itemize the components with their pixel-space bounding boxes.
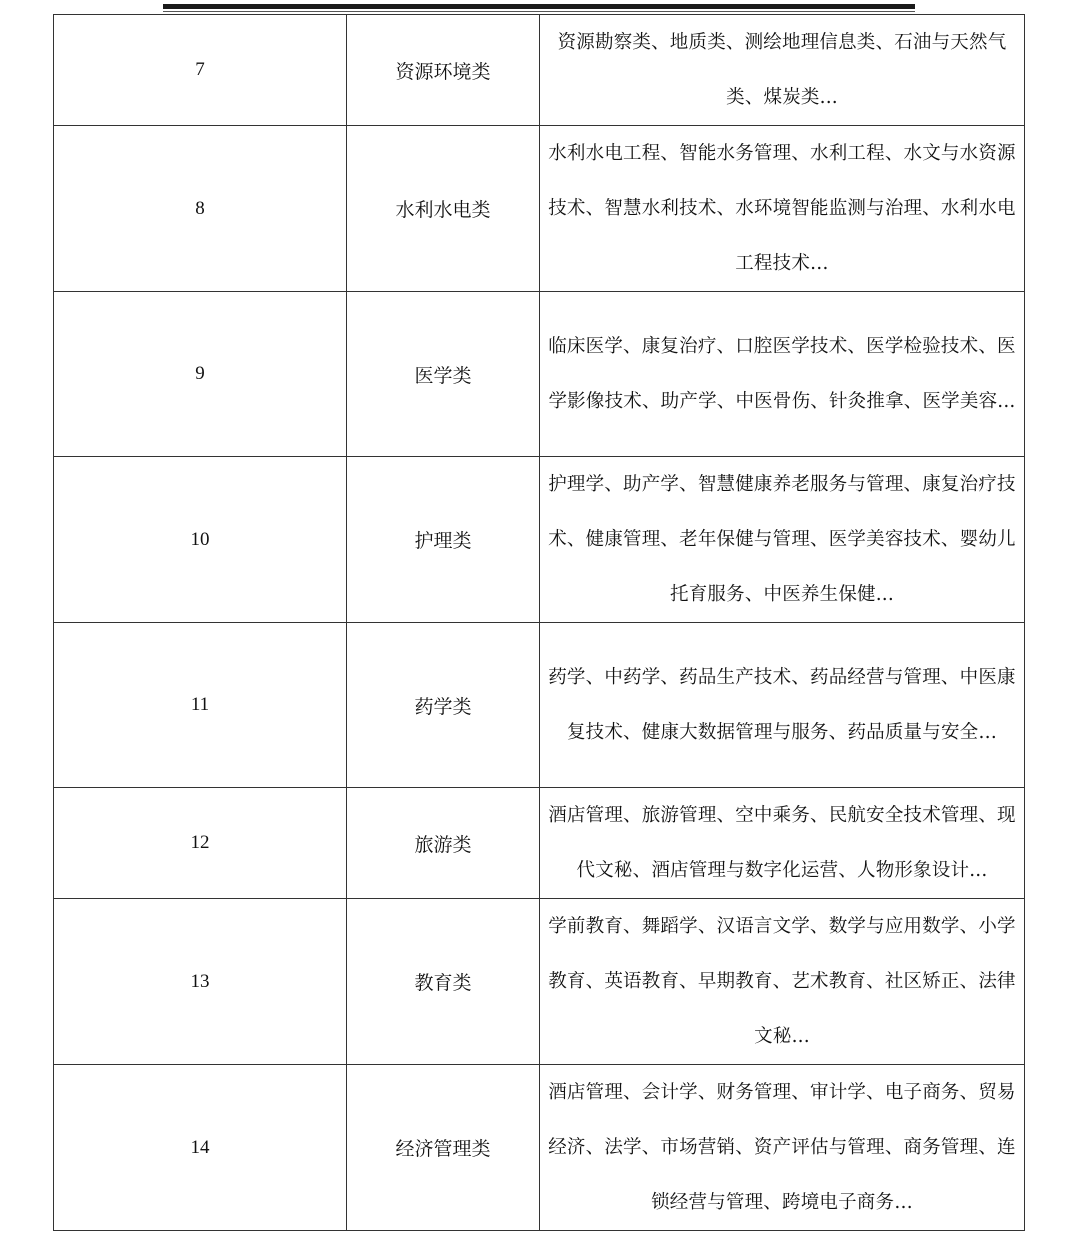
majors-table [53,14,1025,1231]
majors-list: 水利水电工程、智能水务管理、水利工程、水文与水资源技术、智慧水利技术、水环境智能监测与治理、水利水电工程技术… [540,126,1025,292]
category-name: 资源环境类 [347,15,540,126]
category-name: 药学类 [347,623,540,788]
majors-list: 资源勘察类、地质类、测绘地理信息类、石油与天然气类、煤炭类... [540,15,1025,126]
table-row [54,292,1025,457]
table-row [54,15,1025,126]
majors-list: 临床医学、康复治疗、口腔医学技术、医学检验技术、医学影像技术、助产学、中医骨伤、针灸推拿、医学美容... [540,292,1025,457]
table-row [54,788,1025,899]
table-row [54,1065,1025,1231]
top-border-rule [163,4,915,9]
category-name: 经济管理类 [347,1065,540,1231]
table-row [54,623,1025,788]
row-number: 11 [54,623,347,788]
row-number: 12 [54,788,347,899]
category-name: 护理类 [347,457,540,623]
table-row [54,899,1025,1065]
category-name: 旅游类 [347,788,540,899]
row-number: 14 [54,1065,347,1231]
table-row [54,126,1025,292]
category-name: 教育类 [347,899,540,1065]
row-number: 8 [54,126,347,292]
row-number: 10 [54,457,347,623]
majors-list: 学前教育、舞蹈学、汉语言文学、数学与应用数学、小学教育、英语教育、早期教育、艺术教育、社区矫正、法律文秘... [540,899,1025,1065]
majors-list: 酒店管理、会计学、财务管理、审计学、电子商务、贸易经济、法学、市场营销、资产评估与管理、商务管理、连锁经营与管理、跨境电子商务… [540,1065,1025,1231]
category-name: 医学类 [347,292,540,457]
majors-list: 酒店管理、旅游管理、空中乘务、民航安全技术管理、现代文秘、酒店管理与数字化运营、人物形象设计... [540,788,1025,899]
table-row [54,457,1025,623]
row-number: 9 [54,292,347,457]
majors-list: 药学、中药学、药品生产技术、药品经营与管理、中医康复技术、健康大数据管理与服务、药品质量与安全… [540,623,1025,788]
category-name: 水利水电类 [347,126,540,292]
top-border-rule-thin [163,11,915,12]
row-number: 7 [54,15,347,126]
row-number: 13 [54,899,347,1065]
majors-list: 护理学、助产学、智慧健康养老服务与管理、康复治疗技术、健康管理、老年保健与管理、医学美容技术、婴幼儿托育服务、中医养生保健... [540,457,1025,623]
